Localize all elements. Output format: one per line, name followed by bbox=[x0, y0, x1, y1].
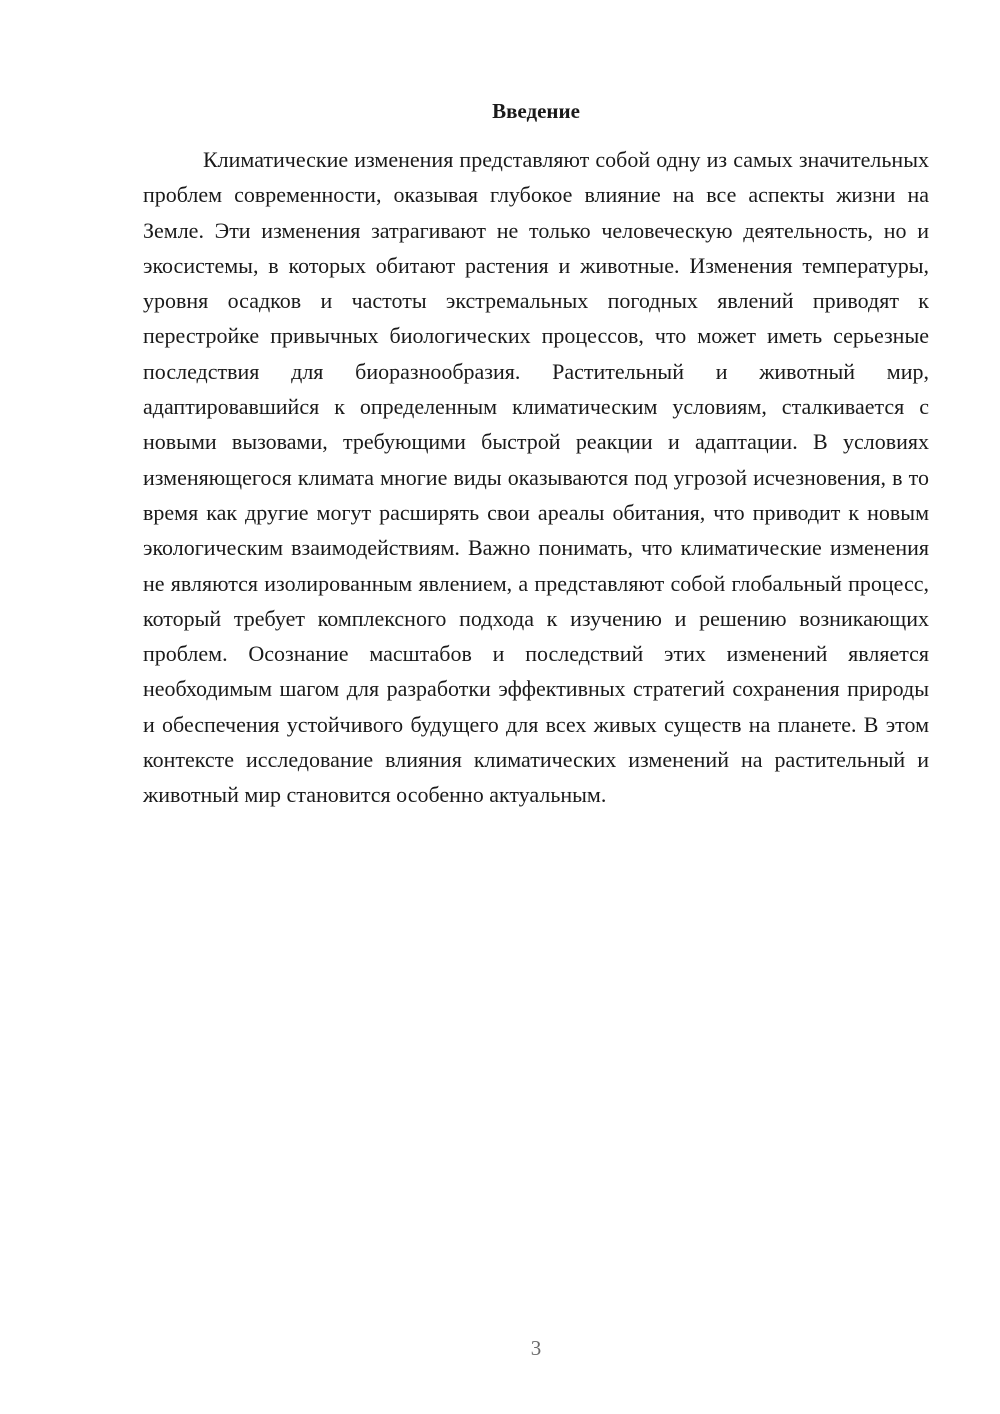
section-heading: Введение bbox=[492, 99, 580, 123]
body-paragraph: Климатические изменения представляют собой одну из самых значительных проблем современности, оказывая глубокое влияние на все аспекты жизни на Земле. Эти изменения затрагивают не только человеческую деятельность, но и экосистемы, в которых обитают растения и животные. Изменения температуры, уровня осадков и частоты экстремальных погодных явлений приводят к перестройке привычных биологических процессов, что может иметь серьезные последствия для биоразнообразия. Растительный и животный мир, адаптировавшийся к определенным климатическим условиям, сталкивается с новыми вызовами, требующими быстрой реакции и адаптации. В условиях изменяющегося климата многие виды оказываются под угрозой исчезновения, в то время как другие могут расширять свои ареалы обитания, что приводит к новым экологическим взаимодействиям. Важно понимать, что климатические изменения не являются изолированным явлением, а представляют собой глобальный процесс, который требует комплексного подхода к изучению и решению возникающих проблем. Осознание масштабов и последствий этих изменений является необходимым шагом для разработки эффективных стратегий сохранения природы и обеспечения устойчивого будущего для всех живых существ на планете. В этом контексте исследование влияния климатических изменений на растительный и животный мир становится особенно актуальным. bbox=[143, 147, 929, 808]
page-number: 3 bbox=[530, 1336, 542, 1360]
